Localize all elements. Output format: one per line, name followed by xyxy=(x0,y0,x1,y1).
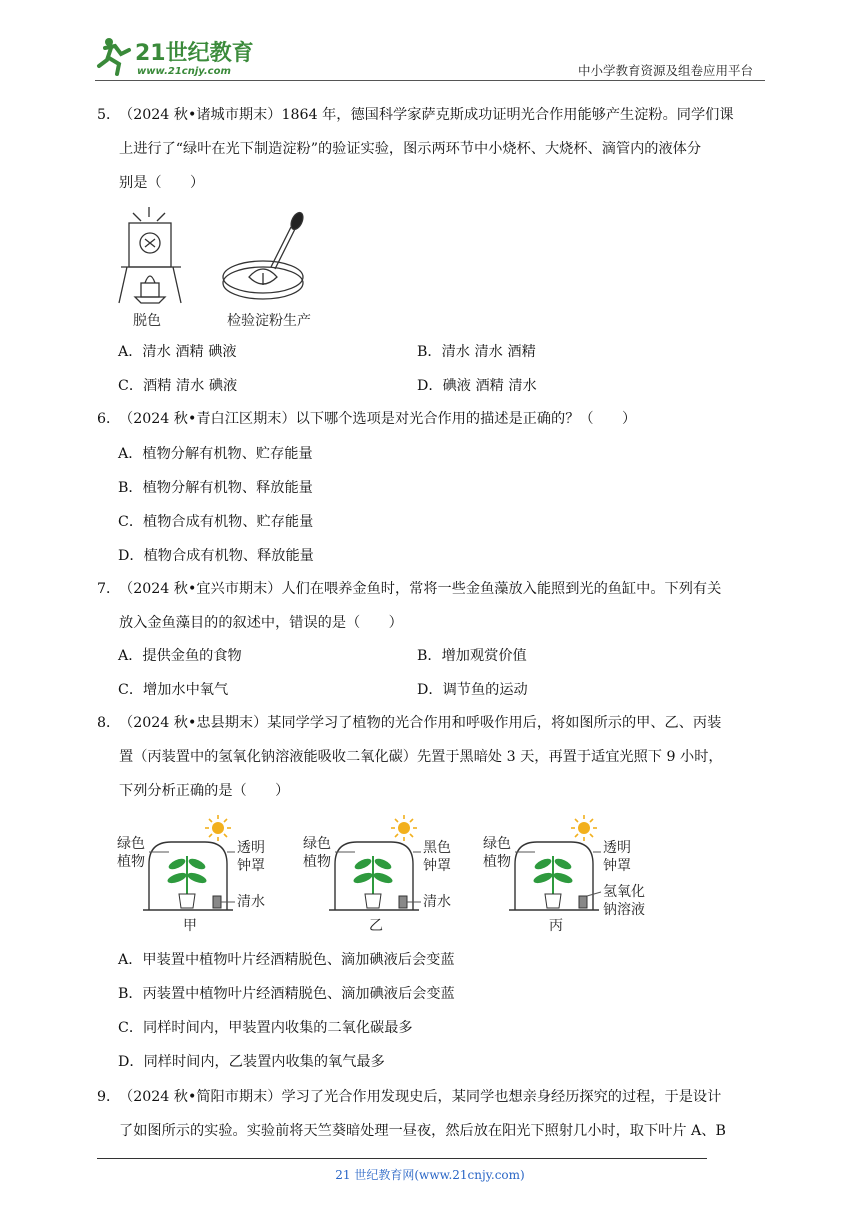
svg-text:钟罩: 钟罩 xyxy=(237,858,265,874)
svg-text:透明: 透明 xyxy=(237,840,265,856)
option-6c[interactable]: C．植物合成有机物、贮存能量 xyxy=(118,514,314,530)
svg-text:甲: 甲 xyxy=(183,918,197,934)
page-header xyxy=(95,28,765,81)
footer-text[interactable]: 21 世纪教育网(www.21cnjy.com) xyxy=(335,1168,525,1182)
svg-text:绿色: 绿色 xyxy=(483,836,511,852)
question-line: 置（丙装置中的氢氧化钠溶液能吸收二氧化碳）先置于黑暗处 3 天，再置于适宜光照下 9 小时， xyxy=(119,749,723,765)
option-5a[interactable]: A．清水 酒精 碘液 xyxy=(118,344,237,360)
apparatus-yi xyxy=(303,815,451,934)
svg-text:乙: 乙 xyxy=(369,918,383,934)
decolor-apparatus xyxy=(119,207,181,303)
option-6d[interactable]: D．植物合成有机物、释放能量 xyxy=(118,548,314,564)
question-line: 9．（2024 秋•简阳市期末）学习了光合作用发现史后，某同学也想亲身经历探究的过程，于是设计 xyxy=(97,1089,722,1105)
logo-url-text: www.21cnjy.com xyxy=(137,66,231,77)
option-7c[interactable]: C．增加水中氧气 xyxy=(118,682,229,698)
apparatus-jia xyxy=(117,815,265,934)
svg-text:绿色: 绿色 xyxy=(117,836,145,852)
svg-text:植物: 植物 xyxy=(303,854,331,870)
question-6 xyxy=(97,402,765,436)
caption-decolor: 脱色 xyxy=(133,313,161,329)
question-5 xyxy=(97,98,765,200)
svg-text:钟罩: 钟罩 xyxy=(603,858,631,874)
svg-text:清水: 清水 xyxy=(423,894,451,910)
option-8a[interactable]: A．甲装置中植物叶片经酒精脱色、滴加碘液后会变蓝 xyxy=(118,952,455,968)
sun-icon xyxy=(205,815,231,841)
question-line: 8．（2024 秋•忠县期末）某同学学习了植物的光合作用和呼吸作用后，将如图所示的甲、乙、丙装 xyxy=(97,715,722,731)
question-line: 放入金鱼藻目的的叙述中，错误的是（ ） xyxy=(119,615,403,631)
question-7 xyxy=(97,572,765,640)
figure-starch-test xyxy=(115,203,335,331)
option-6b[interactable]: B．植物分解有机物、释放能量 xyxy=(118,480,313,496)
option-6a[interactable]: A．植物分解有机物、贮存能量 xyxy=(118,446,313,462)
question-line: 7．（2024 秋•宜兴市期末）人们在喂养金鱼时，常将一些金鱼藻放入能照到光的鱼缸中。下列有关 xyxy=(97,581,722,597)
apparatus-bing xyxy=(483,815,645,934)
option-8c[interactable]: C．同样时间内，甲装置内收集的二氧化碳最多 xyxy=(118,1020,413,1036)
plant-icon xyxy=(532,856,574,908)
svg-text:清水: 清水 xyxy=(237,894,265,910)
logo-21cnjy xyxy=(95,34,265,78)
svg-text:钟罩: 钟罩 xyxy=(423,858,451,874)
svg-text:氢氧化: 氢氧化 xyxy=(603,884,645,900)
caption-starch-test: 检验淀粉生产 xyxy=(227,313,311,329)
svg-text:钠溶液: 钠溶液 xyxy=(603,902,645,918)
svg-text:植物: 植物 xyxy=(483,854,511,870)
sun-icon xyxy=(391,815,417,841)
question-line: 上进行了“绿叶在光下制造淀粉”的验证实验，图示两环节中小烧杯、大烧杯、滴管内的液体分 xyxy=(119,141,702,157)
option-8b[interactable]: B．丙装置中植物叶片经酒精脱色、滴加碘液后会变蓝 xyxy=(118,986,455,1002)
svg-text:植物: 植物 xyxy=(117,854,145,870)
plant-icon xyxy=(352,856,394,908)
svg-text:透明: 透明 xyxy=(603,840,631,856)
option-5b[interactable]: B．清水 清水 酒精 xyxy=(417,344,536,360)
platform-name: 中小学教育资源及组卷应用平台 xyxy=(577,63,753,78)
plant-icon xyxy=(166,856,208,908)
question-9 xyxy=(97,1080,765,1148)
question-line: 了如图所示的实验。实验前将天竺葵暗处理一昼夜，然后放在阳光下照射几小时，取下叶片 A、B xyxy=(119,1123,726,1139)
option-8d[interactable]: D．同样时间内，乙装置内收集的氧气最多 xyxy=(118,1054,385,1070)
question-line: 别是（ ） xyxy=(119,175,205,191)
question-line: 6．（2024 秋•青白江区期末）以下哪个选项是对光合作用的描述是正确的？（ ） xyxy=(97,411,637,427)
option-7b[interactable]: B．增加观赏价值 xyxy=(417,648,527,664)
logo-main-text: 21世纪教育 xyxy=(135,41,254,66)
runner-icon xyxy=(99,38,129,74)
petri-dish-apparatus xyxy=(223,211,305,299)
option-5c[interactable]: C．酒精 清水 碘液 xyxy=(118,378,238,394)
question-line: 下列分析正确的是（ ） xyxy=(119,783,290,799)
svg-text:绿色: 绿色 xyxy=(303,836,331,852)
footer-divider xyxy=(97,1158,707,1159)
option-7d[interactable]: D．调节鱼的运动 xyxy=(417,682,528,698)
question-line: 5．（2024 秋•诸城市期末）1864 年，德国科学家萨克斯成功证明光合作用能够产生淀粉。同学们课 xyxy=(97,107,734,123)
option-7a[interactable]: A．提供金鱼的食物 xyxy=(118,648,242,664)
svg-text:黑色: 黑色 xyxy=(423,840,451,856)
question-8 xyxy=(97,706,765,808)
svg-text:丙: 丙 xyxy=(549,918,563,934)
sun-icon xyxy=(571,815,597,841)
option-5d[interactable]: D．碘液 酒精 清水 xyxy=(417,378,537,394)
figure-bell-jars xyxy=(115,812,660,940)
